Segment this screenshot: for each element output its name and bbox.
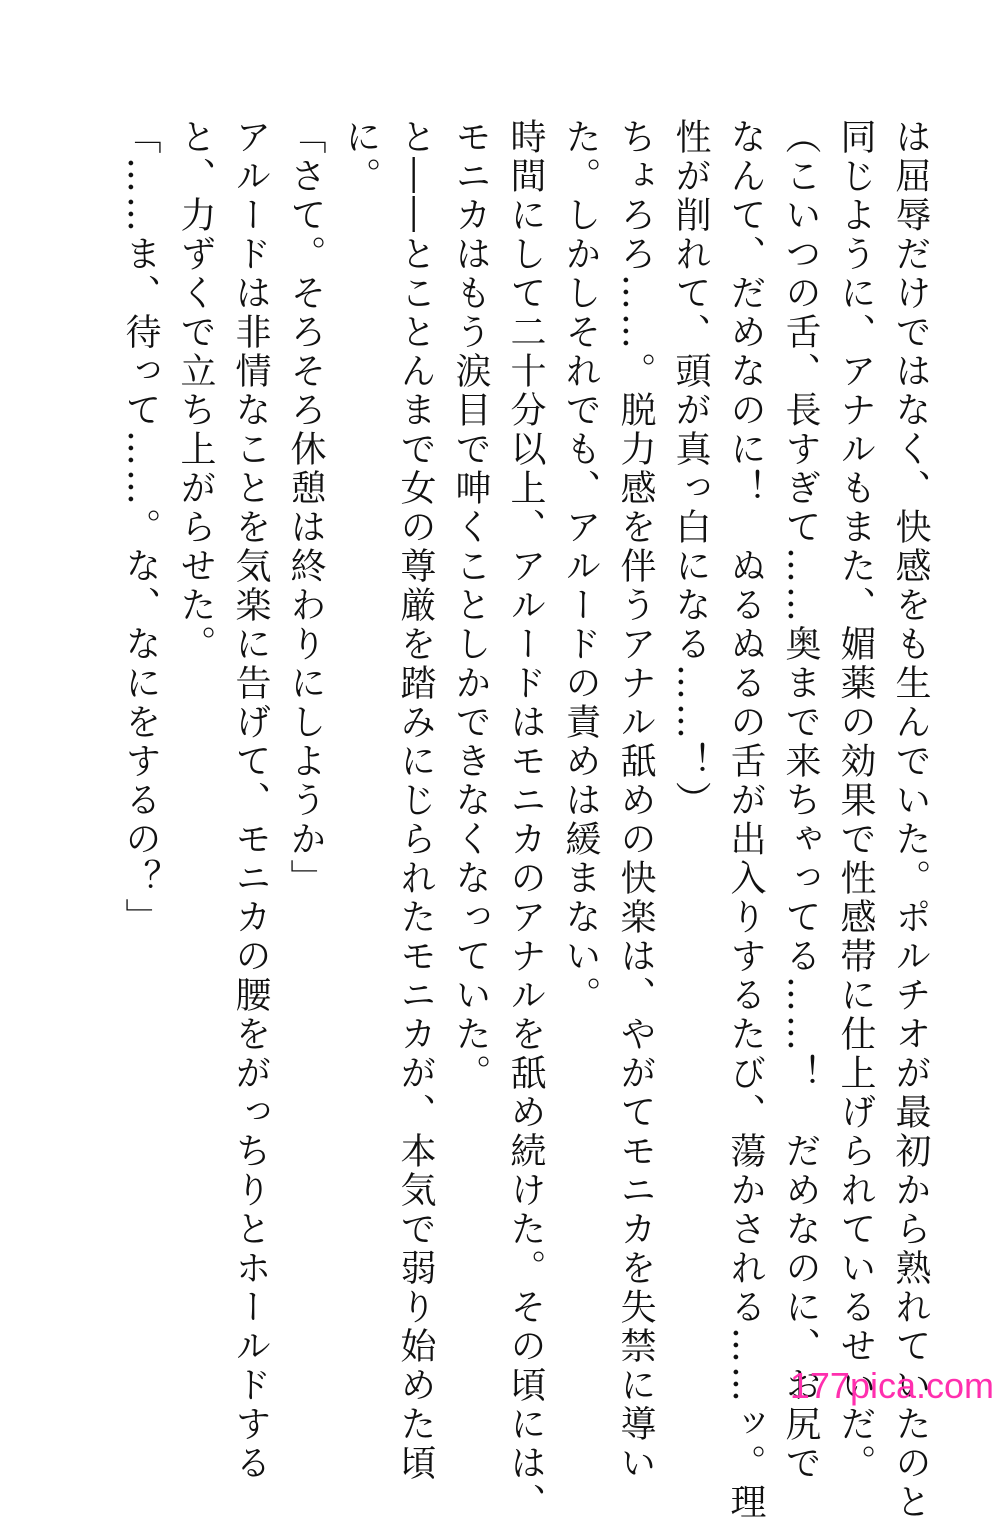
text-line: 「さて。そろそろ休憩は終わりにしようか」 bbox=[285, 118, 326, 898]
text-line: モニカはもう涙目で呻くことしかできなくなっていた。 bbox=[450, 118, 491, 1093]
text-line: に。 bbox=[340, 118, 381, 196]
text-line: 性が削れて、頭が真っ白になる……！） bbox=[670, 118, 711, 820]
text-line: （こいつの舌、長すぎて……奥まで来ちゃってる……！ だめなのに、お尻で bbox=[780, 118, 821, 1483]
text-line: は屈辱だけではなく、快感をも生んでいた。ポルチオが最初から熟れていたのと bbox=[890, 118, 931, 1522]
text-line: アルードは非情なことを気楽に告げて、モニカの腰をがっちりとホールドする bbox=[230, 118, 271, 1483]
text-line: なんて、だめなのに！ ぬるぬるの舌が出入りするたび、蕩かされる……ッ。理 bbox=[725, 118, 766, 1522]
text-line: と――とことんまで女の尊厳を踏みにじられたモニカが、本気で弱り始めた頃 bbox=[395, 118, 436, 1483]
text-line: 時間にして二十分以上、アルードはモニカのアナルを舐め続けた。その頃には、 bbox=[505, 118, 546, 1522]
text-line: ちょろろ……。脱力感を伴うアナル舐めの快楽は、やがてモニカを失禁に導い bbox=[615, 118, 656, 1483]
watermark: 177pica.com bbox=[789, 1365, 994, 1406]
text-line: た。しかしそれでも、アルードの責めは緩まない。 bbox=[560, 118, 601, 1015]
text-line: 「……ま、待って……。な、なにをするの？」 bbox=[120, 118, 161, 937]
text-line: 同じように、アナルもまた、媚薬の効果で性感帯に仕上げられているせいだ。 bbox=[835, 118, 876, 1483]
text-line: と、力ずくで立ち上がらせた。 bbox=[175, 118, 216, 664]
